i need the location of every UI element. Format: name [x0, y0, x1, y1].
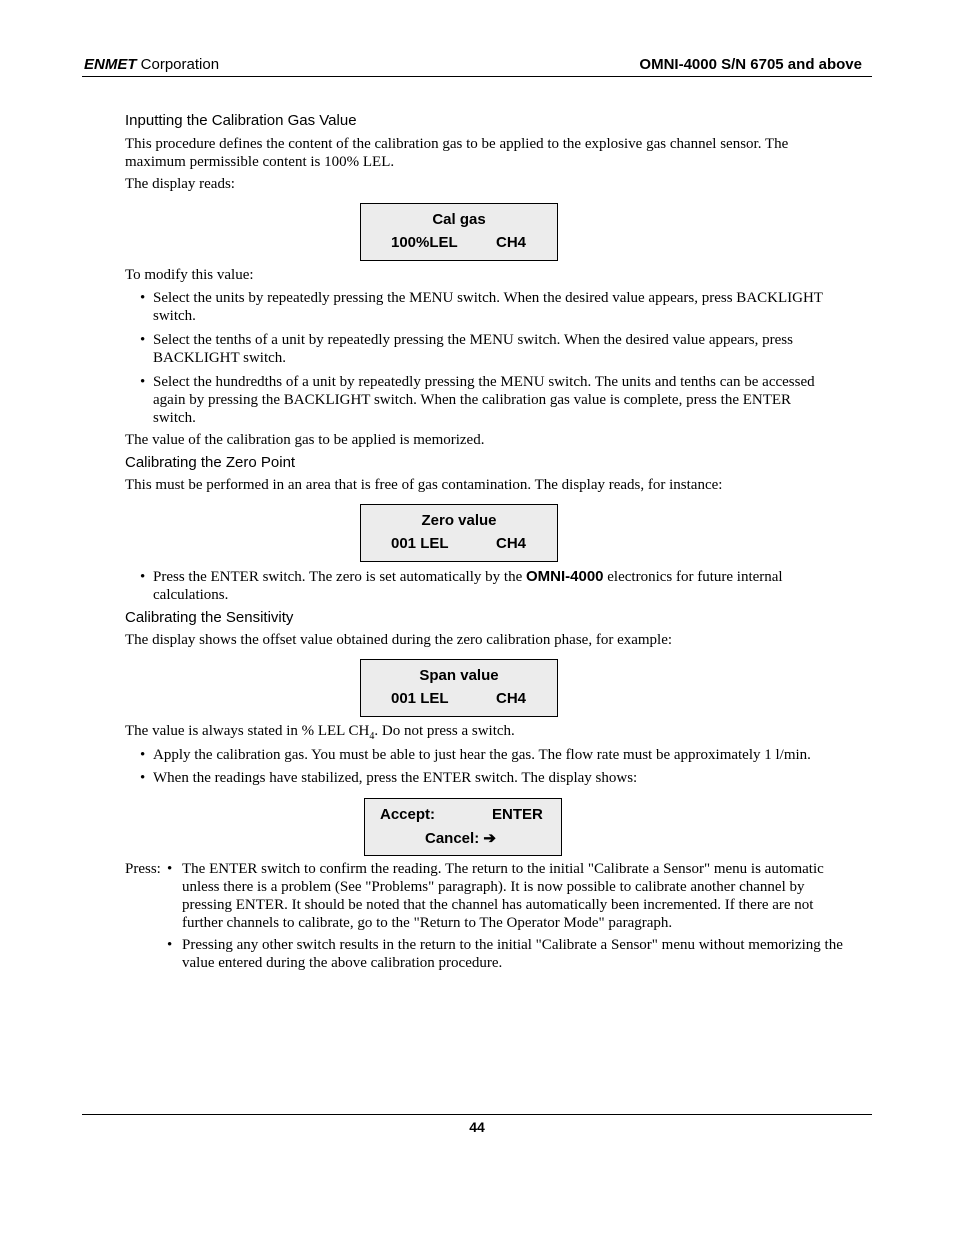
accept-value: ENTER — [492, 806, 543, 823]
page-header — [82, 55, 872, 77]
display-line1: Zero value — [421, 512, 497, 529]
bullet-marker: • — [167, 861, 173, 877]
zero-intro: This must be performed in an area that is free of gas contamination. The display reads, for instance: — [125, 477, 723, 493]
display-value: 100%LEL — [391, 234, 458, 251]
bullet-marker: • — [140, 747, 146, 763]
bullet-marker: • — [140, 374, 146, 390]
display-value: 001 LEL — [391, 535, 449, 552]
display-line1: Span value — [419, 667, 499, 684]
display-gas: CH4 — [496, 234, 527, 251]
accept-label: Accept: — [380, 806, 436, 823]
list-item: Select the hundredths of a unit by repeatedly pressing the MENU switch. The units and tenths can be accessed again by pressing the BACKLIGHT switch. When the calibration gas value is complete, press the ENTER switch. — [153, 374, 815, 426]
cancel-label: Cancel: ➔ — [425, 830, 496, 847]
heading-span: Calibrating the Sensitivity — [125, 609, 294, 626]
display-gas: CH4 — [496, 690, 527, 707]
heading-cal-gas: Inputting the Calibration Gas Value — [125, 112, 357, 129]
brand-name: OMNI-4000 — [525, 568, 604, 585]
list-item: Apply the calibration gas. You must be able to just hear the gas. The flow rate must be approximately 1 l/min. — [153, 747, 811, 763]
accept-display — [364, 798, 562, 856]
press-label: Press: — [125, 861, 161, 877]
display-value: 001 LEL — [391, 690, 449, 707]
list-item: Pressing any other switch results in the return to the initial "Calibrate a Sensor" menu without memorizing the value entered during the above calibration procedure. — [182, 937, 843, 971]
cal-gas-display — [360, 203, 558, 261]
bullet-marker: • — [167, 937, 173, 953]
zero-display — [360, 504, 558, 562]
bullet-marker: • — [140, 332, 146, 348]
heading-zero: Calibrating the Zero Point — [125, 454, 296, 471]
list-item: Select the tenths of a unit by repeatedly pressing the MENU switch. When the desired value appears, press BACKLIGHT switch. — [153, 332, 793, 366]
span-display — [360, 659, 558, 717]
span-intro: The display shows the offset value obtained during the zero calibration phase, for example: — [125, 632, 673, 648]
bullet-marker: • — [140, 569, 146, 585]
bullet-marker: • — [140, 770, 146, 786]
bullet-marker: • — [140, 290, 146, 306]
display-gas: CH4 — [496, 535, 527, 552]
list-item: Press the ENTER switch. The zero is set automatically by the OMNI-4000 electronics for future internal calculations. — [153, 568, 783, 603]
cal-gas-intro-1: This procedure defines the content of the calibration gas to be applied to the explosive gas channel sensor. The — [125, 136, 789, 152]
footer-rule — [82, 1114, 872, 1115]
modify-text: To modify this value: — [125, 267, 254, 283]
display-reads-text: The display reads: — [125, 176, 235, 192]
list-item: Select the units by repeatedly pressing the MENU switch. When the desired value appears, press BACKLIGHT switch. — [153, 290, 823, 324]
page-number: 44 — [469, 1119, 485, 1135]
display-line1: Cal gas — [432, 211, 486, 228]
list-item: The ENTER switch to confirm the reading. The return to the initial "Calibrate a Sensor" menu is automatic unless there is a problem (See "Problems" paragraph). It is now possible to calibrate another channel by pressing ENTER. It should be noted that the channel has automatically been incremented. If there are not further channels to calibrate, go to the "Return to The Operator Mode" paragraph. — [182, 861, 824, 931]
cal-gas-intro-2: maximum permissible content is 100% LEL. — [125, 154, 395, 170]
model-title: OMNI-4000 S/N 6705 and above — [639, 56, 862, 73]
list-item: When the readings have stabilized, press the ENTER switch. The display shows: — [153, 770, 638, 786]
stated-text: The value is always stated in % LEL $CH_4$. Do not press a switch. — [125, 723, 515, 742]
memorized-text: The value of the calibration gas to be applied is memorized. — [125, 432, 485, 448]
company-name: ENMET Corporation — [84, 56, 220, 73]
